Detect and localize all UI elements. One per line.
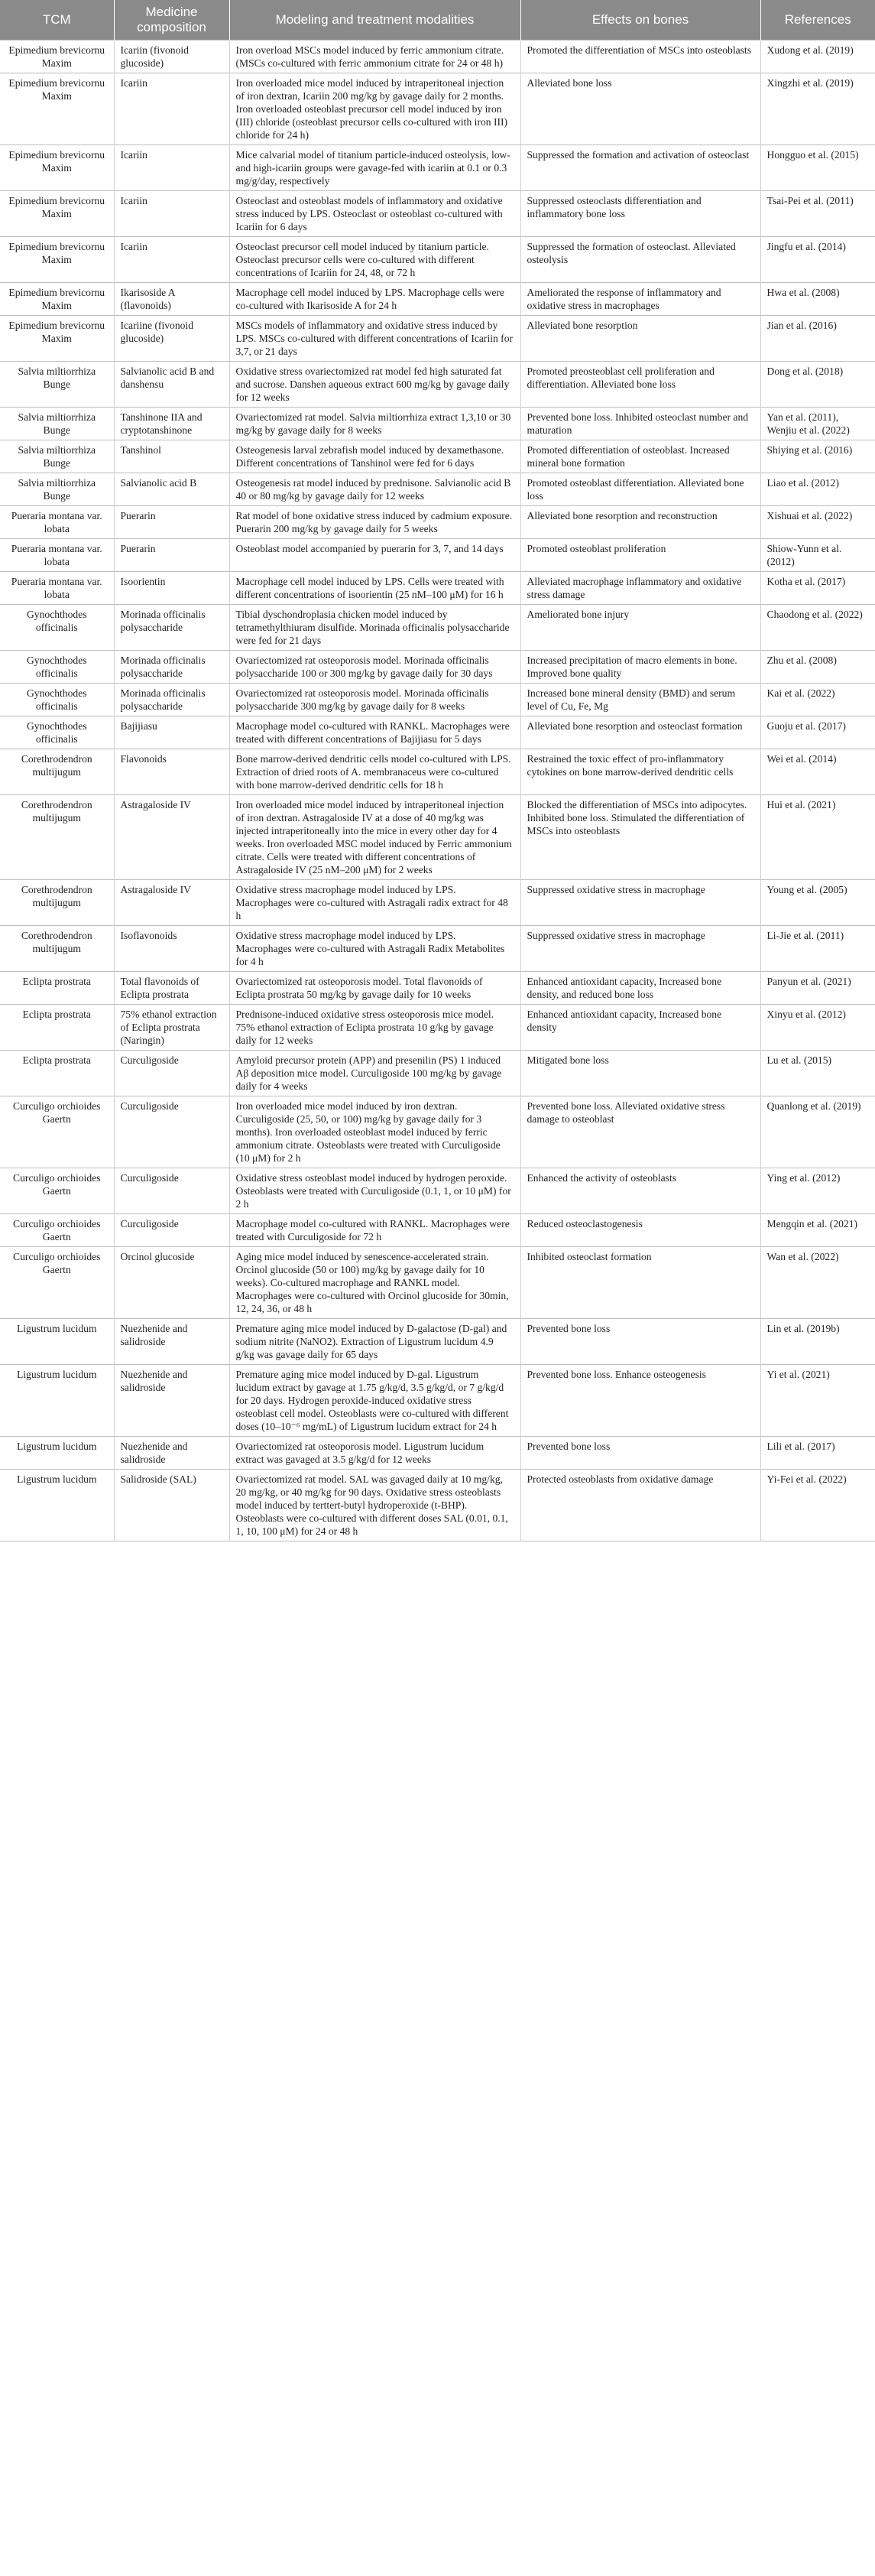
effect-cell: Increased precipitation of macro elements in bone. Improved bone quality (520, 651, 760, 684)
table-row (0, 1051, 875, 1096)
table-row (0, 440, 875, 473)
reference-cell: Kai et al. (2022) (760, 684, 875, 716)
composition-cell: Nuezhenide and salidroside (114, 1365, 229, 1437)
composition-cell: 75% ethanol extraction of Eclipta prostrata (Naringin) (114, 1005, 229, 1051)
table-row (0, 795, 875, 880)
effect-cell: Suppressed oxidative stress in macrophage (520, 926, 760, 972)
reference-cell: Yan et al. (2011), Wenjiu et al. (2022) (760, 408, 875, 440)
reference-cell: Xingzhi et al. (2019) (760, 73, 875, 145)
composition-cell: Icariin (114, 145, 229, 191)
modeling-cell: Osteoclast precursor cell model induced by titanium particle. Osteoclast precursor cells were co-cultured with different concentrations of Icariin for 24, 48, or 72 h (229, 237, 520, 283)
reference-cell: Hwa et al. (2008) (760, 283, 875, 316)
table-row (0, 506, 875, 539)
modeling-cell: Macrophage model co-cultured with RANKL. Macrophages were treated with different concentrations of Bajijiasu for 5 days (229, 716, 520, 749)
effect-cell: Alleviated bone resorption and reconstruction (520, 506, 760, 539)
reference-cell: Yi et al. (2021) (760, 1365, 875, 1437)
effect-cell: Promoted preosteoblast cell proliferation and differentiation. Alleviated bone loss (520, 362, 760, 408)
composition-cell: Icariine (fivonoid glucoside) (114, 316, 229, 362)
tcm-cell: Gynochthodes officinalis (26, 655, 87, 679)
modeling-cell: Oxidative stress osteoblast model induced by hydrogen peroxide. Osteoblasts were treated with Curculigoside (0.1, 1, or 10 μM) for 2 h (229, 1168, 520, 1214)
reference-cell: Hui et al. (2021) (760, 795, 875, 880)
modeling-cell: Ovariectomized rat osteoporosis model. Morinada officinalis polysaccharide 100 or 300 mg/kg by gavage daily for 30 days (229, 651, 520, 684)
reference-cell: Li-Jie et al. (2011) (760, 926, 875, 972)
modeling-cell: Ovariectomized rat model. SAL was gavaged daily at 10 mg/kg, 20 mg/kg, or 40 mg/kg for 90 days. Oxidative stress osteoblasts model induced by terttert-butyl hydroperoxide (t-BHP). Osteoblasts were co-cultured with different doses SAL (0.01, 0.1, 1, 10, 100 μM) for 24 or 48 h (229, 1470, 520, 1541)
reference-cell: Panyun et al. (2021) (760, 972, 875, 1005)
modeling-cell: Oxidative stress macrophage model induced by LPS. Macrophages were co-cultured with Astragali radix extract for 48 h (229, 880, 520, 926)
table-row (0, 1470, 875, 1541)
composition-cell: Morinada officinalis polysaccharide (114, 605, 229, 651)
tcm-cell: Eclipta prostrata (22, 1009, 91, 1020)
table-row (0, 1005, 875, 1051)
tcm-cell: Epimedium brevicornu Maxim (8, 287, 105, 311)
effect-cell: Prevented bone loss. Alleviated oxidative stress damage to osteoblast (520, 1096, 760, 1168)
tcm-cell: Epimedium brevicornu Maxim (8, 44, 105, 69)
table-row (0, 283, 875, 316)
table-row (0, 749, 875, 795)
composition-cell: Curculigoside (114, 1051, 229, 1096)
composition-cell: Curculigoside (114, 1214, 229, 1247)
composition-cell: Isoorientin (114, 572, 229, 605)
effect-cell: Suppressed the formation and activation of osteoclast (520, 145, 760, 191)
composition-cell: Salvianolic acid B and danshensu (114, 362, 229, 408)
table-row (0, 651, 875, 684)
effect-cell: Suppressed the formation of osteoclast. Alleviated osteolysis (520, 237, 760, 283)
tcm-cell: Gynochthodes officinalis (26, 687, 87, 712)
reference-cell: Liao et al. (2012) (760, 473, 875, 506)
modeling-cell: Osteogenesis larval zebrafish model induced by dexamethasone. Different concentrations of Tanshinol were fed for 6 days (229, 440, 520, 473)
modeling-cell: Iron overloaded mice model induced by intraperitoneal injection of iron dextran, Icariin 200 mg/kg by gavage daily for 2 months. Iron overloaded osteoblast precursor cell model induced by iron (III) chloride (osteoblast precursor cells co-cultured with iron III) chloride for 24 h) (229, 73, 520, 145)
header-modeling-treatment: Modeling and treatment modalities (229, 0, 520, 41)
table-row (0, 1214, 875, 1247)
reference-cell: Xinyu et al. (2012) (760, 1005, 875, 1051)
composition-cell: Icariin (fivonoid glucoside) (114, 41, 229, 73)
modeling-cell: Iron overloaded mice model induced by intraperitoneal injection of iron dextran. Astragaloside IV at a dose of 40 mg/kg was injected intraperitoneally into the mice in every other day for 4 weeks. Iron overloaded MSC model induced by Ferric ammonium citrate. Cells were treated with different concentrations of Astragaloside IV (25 nM–200 μM) for 2 weeks (229, 795, 520, 880)
effect-cell: Suppressed oxidative stress in macrophage (520, 880, 760, 926)
modeling-cell: Prednisone-induced oxidative stress osteoporosis mice model. 75% ethanol extraction of Eclipta prostrata 10 g/kg by gavage daily for 12 weeks (229, 1005, 520, 1051)
table-row (0, 1437, 875, 1470)
modeling-cell: Macrophage model co-cultured with RANKL. Macrophages were treated with Curculigoside for 72 h (229, 1214, 520, 1247)
modeling-cell: Oxidative stress macrophage model induced by LPS. Macrophages were co-cultured with Astragali Radix Metabolites for 4 h (229, 926, 520, 972)
reference-cell: Lili et al. (2017) (760, 1437, 875, 1470)
tcm-cell: Pueraria montana var. lobata (11, 543, 102, 567)
modeling-cell: Ovariectomized rat osteoporosis model. Morinada officinalis polysaccharide 300 mg/kg by gavage daily for 8 weeks (229, 684, 520, 716)
composition-cell: Curculigoside (114, 1096, 229, 1168)
table-row (0, 362, 875, 408)
effect-cell: Reduced osteoclastogenesis (520, 1214, 760, 1247)
effect-cell: Inhibited osteoclast formation (520, 1247, 760, 1319)
effect-cell: Promoted osteoblast proliferation (520, 539, 760, 572)
tcm-cell: Epimedium brevicornu Maxim (8, 320, 105, 344)
tcm-cell: Pueraria montana var. lobata (11, 510, 102, 534)
table-row (0, 684, 875, 716)
table-row (0, 1319, 875, 1365)
tcm-cell: Curculigo orchioides Gaertn (13, 1251, 101, 1275)
modeling-cell: Osteogenesis rat model induced by prednisone. Salvianolic acid B 40 or 80 mg/kg by gavage daily for 12 weeks (229, 473, 520, 506)
modeling-cell: Ovariectomized rat osteoporosis model. Ligustrum lucidum extract was gavaged at 3.5 g/kg/d for 12 weeks (229, 1437, 520, 1470)
tcm-cell: Epimedium brevicornu Maxim (8, 77, 105, 102)
header-tcm: TCM (0, 0, 114, 41)
reference-cell: Shiying et al. (2016) (760, 440, 875, 473)
table-row (0, 572, 875, 605)
tcm-cell: Epimedium brevicornu Maxim (8, 241, 105, 265)
modeling-cell: MSCs models of inflammatory and oxidative stress induced by LPS. MSCs co-cultured with different concentrations of Icariin for 3,7, or 21 days (229, 316, 520, 362)
effect-cell: Promoted differentiation of osteoblast. Increased mineral bone formation (520, 440, 760, 473)
table-row (0, 1247, 875, 1319)
composition-cell: Icariin (114, 237, 229, 283)
modeling-cell: Rat model of bone oxidative stress induced by cadmium exposure. Puerarin 200 mg/kg by gavage daily for 5 weeks (229, 506, 520, 539)
effect-cell: Promoted the differentiation of MSCs into osteoblasts (520, 41, 760, 73)
reference-cell: Chaodong et al. (2022) (760, 605, 875, 651)
effect-cell: Prevented bone loss (520, 1319, 760, 1365)
effect-cell: Alleviated bone resorption (520, 316, 760, 362)
composition-cell: Morinada officinalis polysaccharide (114, 651, 229, 684)
tcm-cell: Pueraria montana var. lobata (11, 576, 102, 600)
modeling-cell: Premature aging mice model induced by D-galactose (D-gal) and sodium nitrite (NaNO2). Extraction of Ligustrum lucidum 4.9 g/kg was gavage daily for 65 days (229, 1319, 520, 1365)
reference-cell: Quanlong et al. (2019) (760, 1096, 875, 1168)
effect-cell: Enhanced the activity of osteoblasts (520, 1168, 760, 1214)
reference-cell: Wan et al. (2022) (760, 1247, 875, 1319)
modeling-cell: Tibial dyschondroplasia chicken model induced by tetramethylthiuram disulfide. Morinada officinalis polysaccharide were fed for 21 days (229, 605, 520, 651)
tcm-cell: Epimedium brevicornu Maxim (8, 149, 105, 174)
header-row (0, 0, 875, 41)
tcm-cell: Corethrodendron multijugum (21, 884, 92, 908)
table-row (0, 880, 875, 926)
table-row (0, 145, 875, 191)
modeling-cell: Mice calvarial model of titanium particle-induced osteolysis, low- and high-icariin groups were gavage-fed with icariin at 0.1 or 0.3 mg/g/day, respectively (229, 145, 520, 191)
composition-cell: Nuezhenide and salidroside (114, 1319, 229, 1365)
effect-cell: Prevented bone loss. Enhance osteogenesis (520, 1365, 760, 1437)
modeling-cell: Iron overload MSCs model induced by ferric ammonium citrate. (MSCs co-cultured with ferric ammonium citrate for 24 or 48 h) (229, 41, 520, 73)
table-row (0, 1365, 875, 1437)
modeling-cell: Ovariectomized rat osteoporosis model. Total flavonoids of Eclipta prostrata 50 mg/kg by gavage daily for 10 weeks (229, 972, 520, 1005)
composition-cell: Tanshinol (114, 440, 229, 473)
modeling-cell: Ovariectomized rat model. Salvia miltiorrhiza extract 1,3,10 or 30 mg/kg by gavage daily for 8 weeks (229, 408, 520, 440)
tcm-cell: Salvia miltiorrhiza Bunge (18, 477, 96, 502)
tcm-cell: Gynochthodes officinalis (26, 720, 87, 745)
composition-cell: Tanshinone IIA and cryptotanshinone (114, 408, 229, 440)
tcm-cell: Ligustrum lucidum (16, 1369, 97, 1380)
effect-cell: Enhanced antioxidant capacity, Increased bone density, and reduced bone loss (520, 972, 760, 1005)
effect-cell: Suppressed osteoclasts differentiation and inflammatory bone loss (520, 191, 760, 237)
composition-cell: Bajijiasu (114, 716, 229, 749)
modeling-cell: Oxidative stress ovariectomized rat model fed high saturated fat and sucrose. Danshen aqueous extract 600 mg/kg by gavage daily for 12 weeks (229, 362, 520, 408)
composition-cell: Puerarin (114, 506, 229, 539)
effect-cell: Prevented bone loss (520, 1437, 760, 1470)
header-medicine-composition: Medicine composition (114, 0, 229, 41)
table-row (0, 926, 875, 972)
tcm-cell: Curculigo orchioides Gaertn (13, 1100, 101, 1125)
reference-cell: Zhu et al. (2008) (760, 651, 875, 684)
effect-cell: Alleviated bone loss (520, 73, 760, 145)
composition-cell: Salidroside (SAL) (114, 1470, 229, 1541)
composition-cell: Curculigoside (114, 1168, 229, 1214)
tcm-cell: Ligustrum lucidum (16, 1473, 97, 1485)
table-row (0, 1096, 875, 1168)
tcm-cell: Corethrodendron multijugum (21, 799, 92, 823)
tcm-cell: Epimedium brevicornu Maxim (8, 195, 105, 219)
effect-cell: Increased bone mineral density (BMD) and serum level of Cu, Fe, Mg (520, 684, 760, 716)
effect-cell: Enhanced antioxidant capacity, Increased bone density (520, 1005, 760, 1051)
modeling-cell: Aging mice model induced by senescence-accelerated strain. Orcinol glucoside (50 or 100) mg/kg by gavage daily for 10 weeks). Co-cultured macrophage and RANKL model. Macrophages were co-cultured with Orcinol glucoside for 30min, 12, 24, 36, or 48 h (229, 1247, 520, 1319)
table-header (0, 0, 875, 41)
effect-cell: Ameliorated the response of inflammatory and oxidative stress in macrophages (520, 283, 760, 316)
reference-cell: Hongguo et al. (2015) (760, 145, 875, 191)
reference-cell: Dong et al. (2018) (760, 362, 875, 408)
modeling-cell: Macrophage cell model induced by LPS. Macrophage cells were co-cultured with Ikarisoside A for 24 h (229, 283, 520, 316)
composition-cell: Morinada officinalis polysaccharide (114, 684, 229, 716)
reference-cell: Ying et al. (2012) (760, 1168, 875, 1214)
modeling-cell: Macrophage cell model induced by LPS. Cells were treated with different concentrations of isoorientin (25 nM–100 μM) for 16 h (229, 572, 520, 605)
table-body (0, 41, 875, 1541)
header-effects-on-bones: Effects on bones (520, 0, 760, 41)
table-row (0, 539, 875, 572)
composition-cell: Astragaloside IV (114, 880, 229, 926)
table-row (0, 408, 875, 440)
table-row (0, 716, 875, 749)
tcm-cell: Corethrodendron multijugum (21, 930, 92, 954)
composition-cell: Flavonoids (114, 749, 229, 795)
reference-cell: Young et al. (2005) (760, 880, 875, 926)
reference-cell: Guoju et al. (2017) (760, 716, 875, 749)
effect-cell: Promoted osteoblast differentiation. Alleviated bone loss (520, 473, 760, 506)
reference-cell: Lin et al. (2019b) (760, 1319, 875, 1365)
modeling-cell: Osteoblast model accompanied by puerarin for 3, 7, and 14 days (229, 539, 520, 572)
composition-cell: Astragaloside IV (114, 795, 229, 880)
tcm-cell: Salvia miltiorrhiza Bunge (18, 411, 96, 436)
reference-cell: Lu et al. (2015) (760, 1051, 875, 1096)
composition-cell: Nuezhenide and salidroside (114, 1437, 229, 1470)
composition-cell: Total flavonoids of Eclipta prostrata (114, 972, 229, 1005)
tcm-cell: Eclipta prostrata (22, 976, 91, 987)
reference-cell: Wei et al. (2014) (760, 749, 875, 795)
modeling-cell: Iron overloaded mice model induced by iron dextran. Curculigoside (25, 50, or 100) mg/kg by gavage daily for 3 months). Iron overloaded osteoblast model induced by ferric ammonium citrate. Osteoblasts were treated with Curculigoside (10 μM) for 2 h (229, 1096, 520, 1168)
tcm-cell: Ligustrum lucidum (16, 1323, 97, 1334)
effect-cell: Ameliorated bone injury (520, 605, 760, 651)
effect-cell: Alleviated bone resorption and osteoclast formation (520, 716, 760, 749)
modeling-cell: Premature aging mice model induced by D-gal. Ligustrum lucidum extract by gavage at 1.75 g/kg/d, 3.5 g/kg/d, or 7 g/kg/d for 20 days. Hydrogen peroxide-induced oxidative stress osteoblast cell model. Osteoblasts were co-cultured with different doses (10–10⁻⁶ mg/mL) of Ligustrum lucidum extract for 24 h (229, 1365, 520, 1437)
composition-cell: Isoflavonoids (114, 926, 229, 972)
effect-cell: Prevented bone loss. Inhibited osteoclast number and maturation (520, 408, 760, 440)
reference-cell: Xudong et al. (2019) (760, 41, 875, 73)
modeling-cell: Amyloid precursor protein (APP) and presenilin (PS) 1 induced Aβ deposition mice model. Curculigoside 100 mg/kg by gavage daily for 4 weeks (229, 1051, 520, 1096)
table-row (0, 1168, 875, 1214)
table-row (0, 237, 875, 283)
tcm-cell: Corethrodendron multijugum (21, 753, 92, 778)
composition-cell: Icariin (114, 73, 229, 145)
table-row (0, 972, 875, 1005)
tcm-cell: Salvia miltiorrhiza Bunge (18, 365, 96, 390)
composition-cell: Puerarin (114, 539, 229, 572)
tcm-cell: Gynochthodes officinalis (26, 609, 87, 633)
reference-cell: Kotha et al. (2017) (760, 572, 875, 605)
table-row (0, 605, 875, 651)
reference-cell: Mengqin et al. (2021) (760, 1214, 875, 1247)
tcm-cell: Curculigo orchioides Gaertn (13, 1172, 101, 1197)
table-row (0, 73, 875, 145)
modeling-cell: Osteoclast and osteoblast models of inflammatory and oxidative stress induced by LPS. Osteoclast or osteoblast co-cultured with Icariin for 6 days (229, 191, 520, 237)
tcm-cell: Curculigo orchioides Gaertn (13, 1218, 101, 1243)
tcm-cell: Salvia miltiorrhiza Bunge (18, 444, 96, 469)
effect-cell: Protected osteoblasts from oxidative damage (520, 1470, 760, 1541)
reference-cell: Yi-Fei et al. (2022) (760, 1470, 875, 1541)
effect-cell: Restrained the toxic effect of pro-inflammatory cytokines on bone marrow-derived dendritic cells (520, 749, 760, 795)
reference-cell: Xishuai et al. (2022) (760, 506, 875, 539)
effect-cell: Alleviated macrophage inflammatory and oxidative stress damage (520, 572, 760, 605)
effect-cell: Mitigated bone loss (520, 1051, 760, 1096)
reference-cell: Shiow-Yunn et al. (2012) (760, 539, 875, 572)
composition-cell: Salvianolic acid B (114, 473, 229, 506)
table-row (0, 41, 875, 73)
table-row (0, 191, 875, 237)
table-row (0, 473, 875, 506)
reference-cell: Jian et al. (2016) (760, 316, 875, 362)
effect-cell: Blocked the differentiation of MSCs into adipocytes. Inhibited bone loss. Stimulated the differentiation of MSCs into osteoblasts (520, 795, 760, 880)
table-row (0, 316, 875, 362)
reference-cell: Jingfu et al. (2014) (760, 237, 875, 283)
modeling-cell: Bone marrow-derived dendritic cells model co-cultured with LPS. Extraction of dried roots of A. membranaceus were co-cultured with bone marrow-derived dendritic cells for 18 h (229, 749, 520, 795)
header-references: References (760, 0, 875, 41)
composition-cell: Icariin (114, 191, 229, 237)
reference-cell: Tsai-Pei et al. (2011) (760, 191, 875, 237)
composition-cell: Orcinol glucoside (114, 1247, 229, 1319)
composition-cell: Ikarisoside A (flavonoids) (114, 283, 229, 316)
tcm-cell: Eclipta prostrata (22, 1054, 91, 1066)
tcm-cell: Ligustrum lucidum (16, 1441, 97, 1452)
